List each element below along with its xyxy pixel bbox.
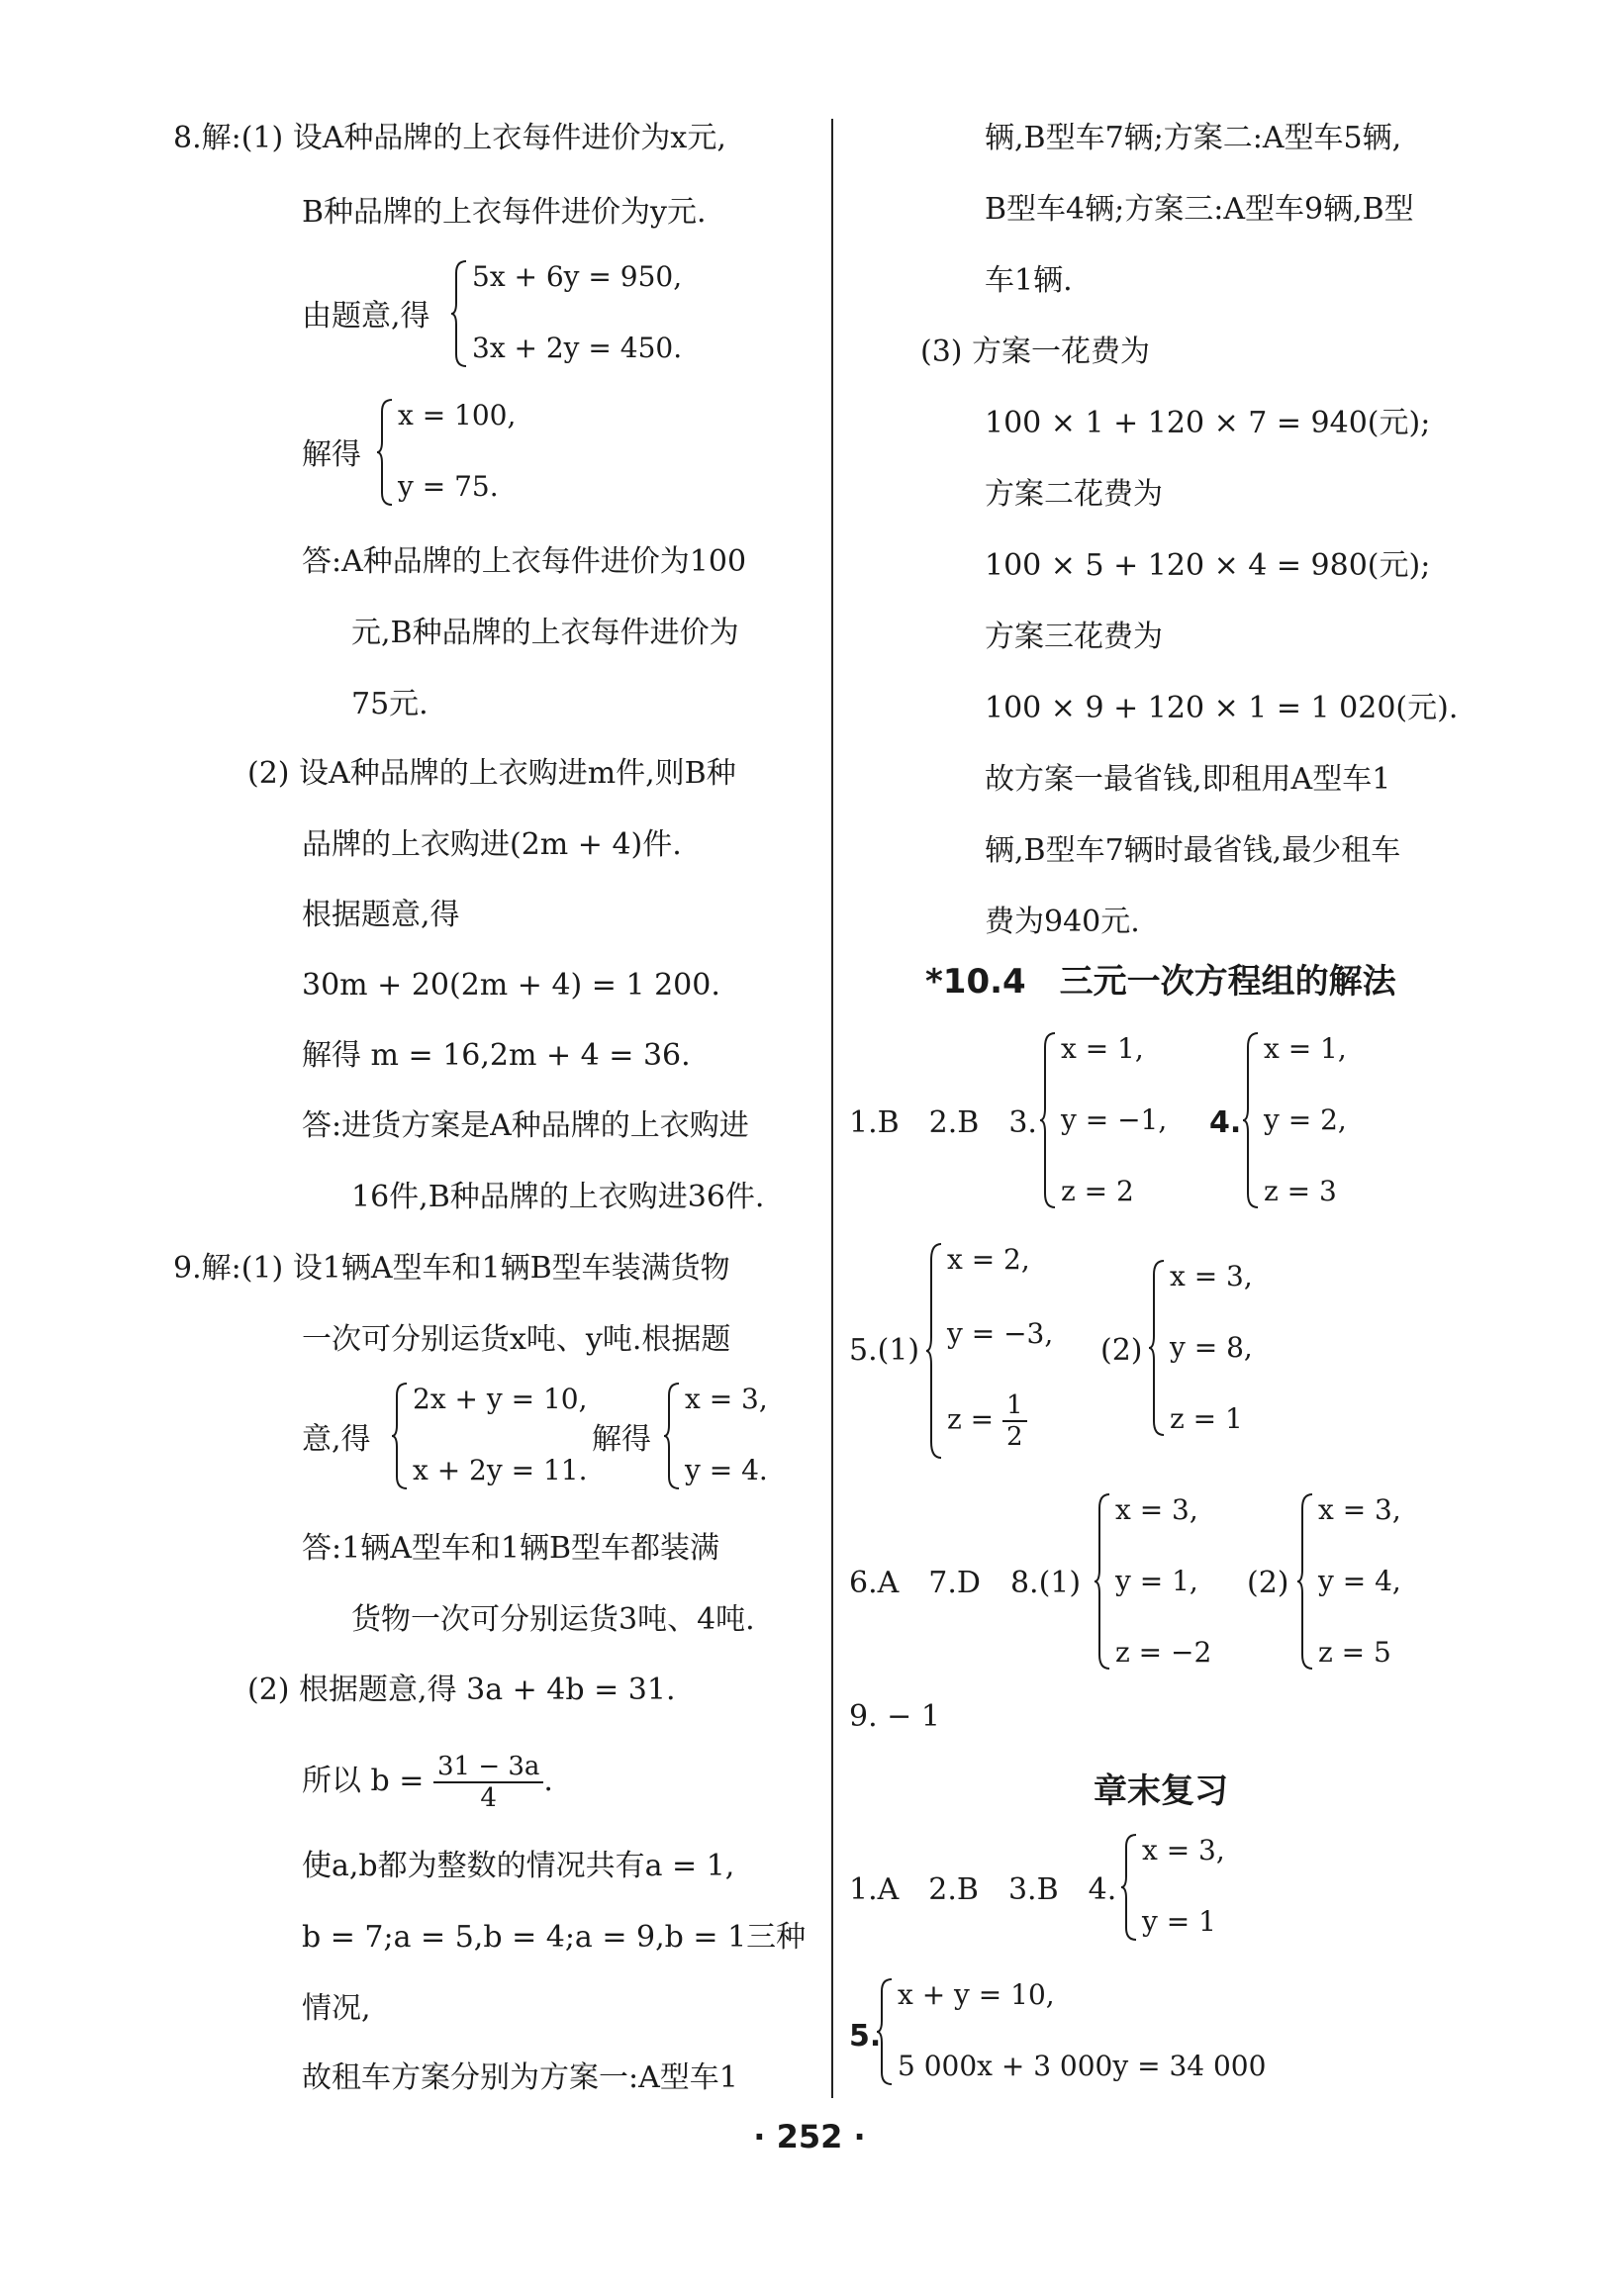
q9-answer-2: 货物一次可分别运货3吨、4吨.: [351, 1602, 755, 1637]
right-line-11: 辆,B型车7辆时最省钱,最少租车: [985, 833, 1401, 868]
equation-row: y = 2,: [1264, 1103, 1347, 1136]
equation-row: z = −2: [1115, 1636, 1212, 1669]
q8-part2-line-4: 30m + 20(2m + 4) = 1 200.: [302, 968, 720, 1003]
q8-solution-system: [376, 398, 574, 507]
equation-row: y = 75.: [398, 470, 499, 503]
q8-equation-system: [450, 259, 708, 368]
q9-solution-prefix: 解得: [592, 1422, 651, 1457]
q8-part2-line-2: 品牌的上衣购进(2m + 4)件.: [302, 827, 682, 862]
review-answer-5-label: 5.: [849, 2019, 882, 2054]
answer-9: 9. − 1: [849, 1699, 940, 1734]
fraction: [1002, 1390, 1027, 1452]
q8-answer-3: 75元.: [351, 687, 429, 721]
q8-part2-line-7: 16件,B种品牌的上衣购进36件.: [351, 1180, 765, 1214]
q9-part2-line-4: b = 7;a = 5,b = 4;a = 9,b = 1三种: [302, 1920, 807, 1955]
right-line-9: 100 × 9 + 120 × 1 = 1 020(元).: [985, 691, 1459, 725]
right-line-6: 方案二花费为: [985, 477, 1163, 512]
section-title-chapter-review: 章末复习: [1094, 1771, 1228, 1811]
right-line-8: 方案三花费为: [985, 620, 1163, 654]
answer-8-1-system: [1094, 1492, 1272, 1671]
answers-6-8: 6.A 7.D 8.(1): [849, 1566, 1082, 1600]
q8-system-prefix: 由题意,得: [302, 299, 430, 334]
answer-8-2-label: (2): [1247, 1566, 1289, 1600]
equation-row: y = 1,: [1115, 1565, 1198, 1597]
equation-row: 5x + 6y = 950,: [472, 260, 683, 293]
section-title-10-4: *10.4 三元一次方程组的解法: [925, 962, 1396, 1002]
equation-row: x = 1,: [1061, 1032, 1144, 1065]
q9-answer-1: 答:1辆A型车和1辆B型车都装满: [302, 1531, 719, 1566]
brace-icon: [876, 1977, 896, 2086]
equation-row: 2x + y = 10,: [413, 1383, 588, 1415]
column-divider: [831, 119, 833, 2098]
fraction-denominator: 4: [480, 1783, 497, 1813]
equation-row: y = 4.: [685, 1454, 768, 1486]
right-line-3: 车1辆.: [985, 263, 1073, 298]
brace-icon: [450, 259, 470, 368]
equation-row: z = 2: [1061, 1175, 1134, 1207]
q8-answer-2: 元,B种品牌的上衣每件进价为: [351, 616, 739, 650]
review-answer-5-system: [876, 1977, 1291, 2086]
equation-row: x = 3,: [1318, 1493, 1401, 1526]
equation-row: x + y = 10,: [898, 1978, 1055, 2011]
review-answer-4-system: [1120, 1833, 1269, 1942]
q8-line-1: 8.解:(1) 设A种品牌的上衣每件进价为x元,: [173, 121, 726, 155]
q9-line-2: 一次可分别运货x吨、y吨.根据题: [302, 1322, 731, 1357]
q9-line-1: 9.解:(1) 设1辆A型车和1辆B型车装满货物: [173, 1251, 730, 1286]
equation-row: x = 3,: [685, 1383, 768, 1415]
fraction-numerator: 1: [1002, 1390, 1027, 1422]
answer-4-system: [1242, 1031, 1390, 1209]
q8-answer-1: 答:A种品牌的上衣每件进价为100: [302, 544, 747, 579]
brace-icon: [663, 1382, 683, 1490]
equation-row: x = 3,: [1115, 1493, 1198, 1526]
answer-4-label: 4.: [1209, 1105, 1242, 1140]
brace-icon: [1148, 1259, 1168, 1437]
answer-8-2-system: [1296, 1492, 1445, 1671]
right-line-5: 100 × 1 + 120 × 7 = 940(元);: [985, 406, 1431, 440]
answers-1-3: 1.B 2.B 3.: [849, 1105, 1037, 1140]
brace-icon: [1242, 1031, 1262, 1209]
q9-system-prefix: 意,得: [302, 1422, 371, 1457]
fraction-numerator: 31 − 3a: [433, 1752, 543, 1783]
equation-row: x = 100,: [398, 399, 517, 431]
equation-row: x = 2,: [947, 1243, 1030, 1276]
q9-part2-line-3: 使a,b都为整数的情况共有a = 1,: [302, 1849, 735, 1883]
brace-icon: [1120, 1833, 1140, 1942]
equation-row: y = 8,: [1170, 1331, 1253, 1364]
right-line-4: (3) 方案一花费为: [920, 335, 1151, 369]
q9-part2-line-1: (2) 根据题意,得 3a + 4b = 31.: [247, 1673, 676, 1707]
right-line-10: 故方案一最省钱,即租用A型车1: [985, 762, 1391, 797]
q9-equation-system: [391, 1382, 589, 1490]
equation-row: y = −1,: [1061, 1103, 1168, 1136]
brace-icon: [1094, 1492, 1113, 1671]
q8-part2-line-1: (2) 设A种品牌的上衣购进m件,则B种: [247, 756, 736, 791]
q8-part2-line-5: 解得 m = 16,2m + 4 = 36.: [302, 1038, 691, 1073]
right-line-1: 辆,B型车7辆;方案二:A型车5辆,: [985, 121, 1402, 155]
equation-row: y = −3,: [947, 1317, 1054, 1350]
q9-part2-line-5: 情况,: [302, 1991, 371, 2026]
q9-solution-system: [663, 1382, 811, 1490]
brace-icon: [376, 398, 396, 507]
page-number: · 252 ·: [753, 2118, 866, 2155]
equation-row: 5 000x + 3 000y = 34 000: [898, 2050, 1267, 2082]
fraction-prefix: 所以 b =: [302, 1764, 425, 1798]
equation-row: 3x + 2y = 450.: [472, 332, 683, 364]
fraction-denominator: 2: [1006, 1422, 1023, 1452]
equation-row: [947, 1390, 1027, 1452]
right-line-2: B型车4辆;方案三:A型车9辆,B型: [985, 192, 1414, 227]
equation-row: z = 5: [1318, 1636, 1391, 1669]
equation-row: x = 3,: [1142, 1834, 1225, 1866]
fraction: [433, 1752, 543, 1813]
equation-row: y = 4,: [1318, 1565, 1401, 1597]
answer-3-system: [1039, 1031, 1217, 1209]
answer-5-2-system: [1148, 1259, 1296, 1437]
equation-row: z = 3: [1264, 1175, 1337, 1207]
brace-icon: [391, 1382, 411, 1490]
q9-part2-line-6: 故租车方案分别为方案一:A型车1: [302, 2060, 738, 2095]
brace-icon: [925, 1242, 945, 1460]
equation-row: x = 3,: [1170, 1260, 1253, 1292]
right-line-12: 费为940元.: [985, 905, 1140, 939]
answer-5-label: 5.(1): [849, 1333, 920, 1368]
brace-icon: [1039, 1031, 1059, 1209]
equation-row: y = 1: [1142, 1905, 1216, 1938]
review-answers-1-4: 1.A 2.B 3.B 4.: [849, 1872, 1117, 1907]
fraction-prefix: z =: [947, 1402, 995, 1436]
answer-5-2-label: (2): [1100, 1333, 1143, 1368]
equation-row: x + 2y = 11.: [413, 1454, 588, 1486]
q8-solution-prefix: 解得: [302, 437, 361, 472]
equation-row: z = 1: [1170, 1402, 1243, 1435]
equation-row: x = 1,: [1264, 1032, 1347, 1065]
period: .: [543, 1764, 553, 1798]
answer-5-1-system: [925, 1242, 1103, 1460]
right-line-7: 100 × 5 + 120 × 4 = 980(元);: [985, 548, 1431, 583]
brace-icon: [1296, 1492, 1316, 1671]
q9-part2-line-2: [302, 1752, 553, 1813]
q8-part2-line-6: 答:进货方案是A种品牌的上衣购进: [302, 1108, 749, 1143]
q8-part2-line-3: 根据题意,得: [302, 898, 460, 932]
q8-line-2: B种品牌的上衣每件进价为y元.: [302, 195, 707, 230]
